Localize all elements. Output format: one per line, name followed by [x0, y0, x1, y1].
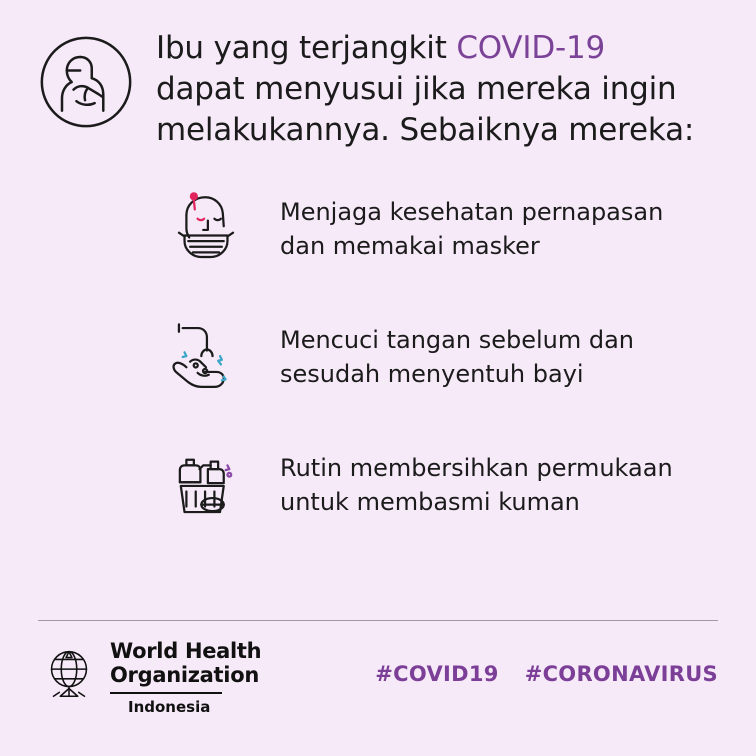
list-item: [160, 430, 720, 540]
hashtags: [375, 662, 718, 686]
hashtag-covid19: #COVID19: [375, 662, 499, 686]
breastfeeding-mother-icon: [38, 34, 134, 130]
point-text: Mencuci tangan sebelum dan sesudah menyentuh bayi: [280, 325, 634, 388]
who-emblem-icon: [38, 642, 100, 704]
cleaning-supplies-icon: [160, 437, 252, 533]
headline-highlight: COVID-19: [456, 30, 606, 66]
list-item: [160, 302, 720, 412]
point-text: Menjaga kesehatan pernapasan dan memakai masker: [280, 197, 664, 260]
headline-part2: dapat menyusui jika mereka ingin melakukannya. Sebaiknya mereka:: [156, 71, 695, 149]
point-text: Rutin membersihkan permukaan untuk membasmi kuman: [280, 453, 673, 516]
hashtag-coronavirus: #CORONAVIRUS: [524, 662, 718, 686]
who-rule: [110, 692, 222, 694]
list-item: [160, 174, 720, 284]
header: [0, 0, 756, 152]
face-mask-respiratory-hygiene-icon: [160, 181, 252, 277]
who-wordmark: [110, 640, 261, 716]
who-name-line2: Organization: [110, 662, 259, 687]
footer: [38, 640, 718, 716]
points-list: [0, 174, 756, 540]
handwashing-icon: [160, 309, 252, 405]
who-name-line1: World Health: [110, 639, 262, 663]
footer-divider: [38, 620, 718, 621]
who-country: Indonesia: [128, 698, 211, 717]
headline-part1: Ibu yang terjangkit: [156, 30, 457, 66]
page-title: [156, 28, 696, 152]
who-logo: [38, 640, 261, 716]
